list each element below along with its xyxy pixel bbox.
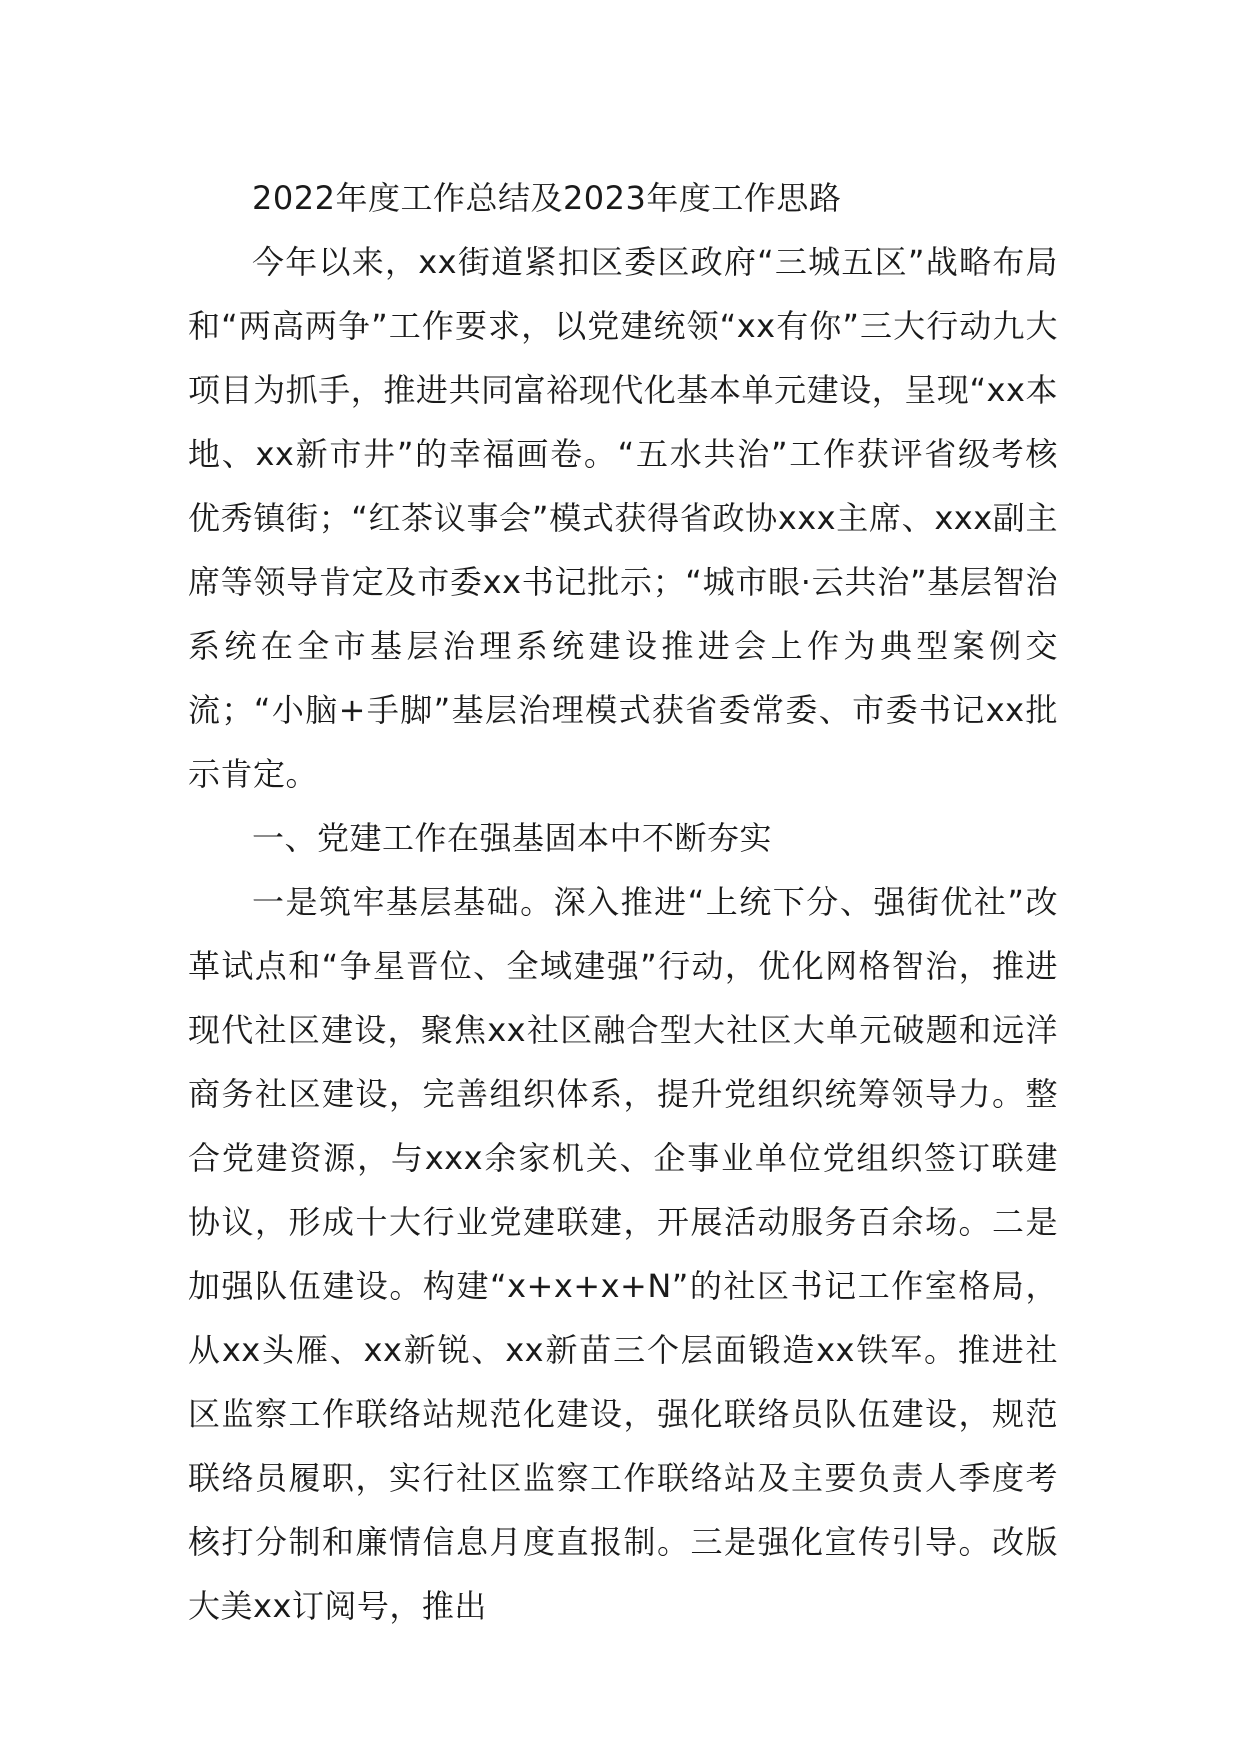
document-title: 2022年度工作总结及2023年度工作思路 bbox=[252, 179, 842, 217]
section-paragraph-party-building: 一是筑牢基层基础。深入推进“上统下分、强街优社”改革试点和“争星晋位、全域建强”行动，优化网格智治，推进现代社区建设，聚焦xx社区融合型大社区大单元破题和远洋商务社区建设，完善组织体系，提升党组织统筹领导力。整合党建资源，与xxx余家机关、企事业单位党组织签订联建协议，形成十大行业党建联建，开展活动服务百余场。二是加强队伍建设。构建“x+x+x+N”的社区书记工作室格局，从xx头雁、xx新锐、xx新苗三个层面锻造xx铁军。推进社区监察工作联络站规范化建设，强化联络员队伍建设，规范联络员履职，实行社区监察工作联络站及主要负责人季度考核打分制和廉情信息月度直报制。三是强化宣传引导。改版大美xx订阅号，推出 bbox=[188, 883, 1058, 1625]
section-heading-party-building: 一、党建工作在强基固本中不断夯实 bbox=[252, 819, 773, 857]
document-body bbox=[188, 166, 1058, 1638]
intro-paragraph: 今年以来，xx街道紧扣区委区政府“三城五区”战略布局和“两高两争”工作要求，以党建统领“xx有你”三大行动九大项目为抓手，推进共同富裕现代化基本单元建设，呈现“xx本地、xx新市井”的幸福画卷。“五水共治”工作获评省级考核优秀镇街；“红茶议事会”模式获得省政协xxx主席、xxx副主席等领导肯定及市委xx书记批示；“城市眼·云共治”基层智治系统在全市基层治理系统建设推进会上作为典型案例交流；“小脑+手脚”基层治理模式获省委常委、市委书记xx批示肯定。 bbox=[188, 243, 1058, 793]
